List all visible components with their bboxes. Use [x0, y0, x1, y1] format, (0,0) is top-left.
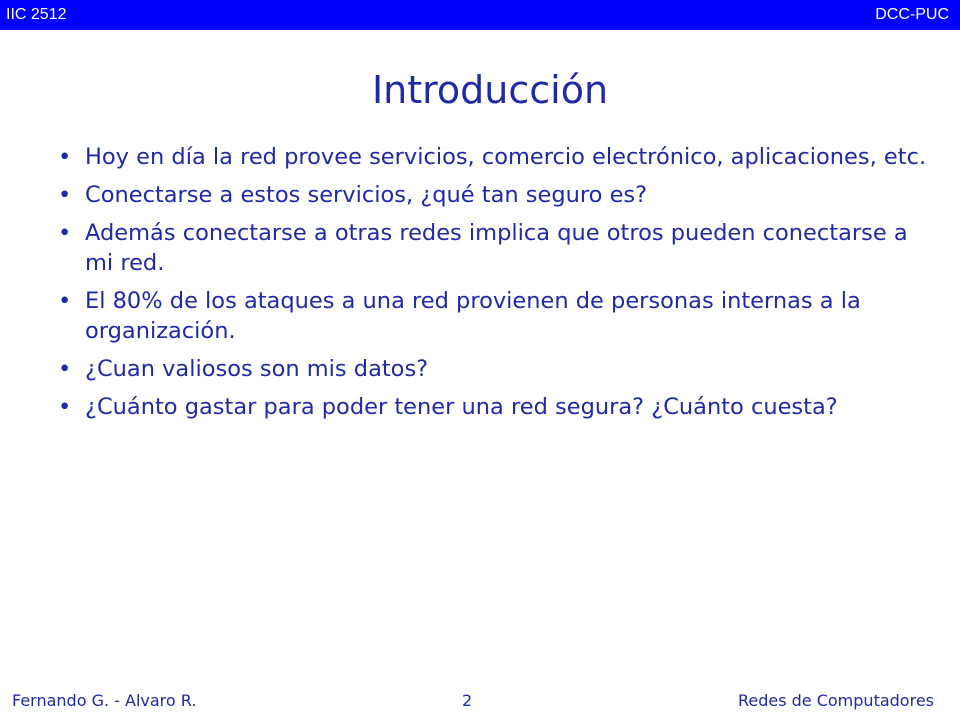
page-number: 2 — [462, 691, 473, 710]
bullet-text: Además conectarse a otras redes implica que otros pueden conectarse a mi red. — [85, 220, 908, 276]
bullet-text: Conectarse a estos servicios, ¿qué tan seguro es? — [85, 182, 648, 208]
bullet-item — [58, 142, 938, 172]
bullet-icon: • — [58, 288, 72, 314]
slide-title: Introducción — [371, 68, 609, 112]
bullet-item — [58, 180, 938, 210]
bullet-text: Hoy en día la red provee servicios, comercio electrónico, aplicaciones, etc. — [85, 144, 927, 170]
bullet-item — [58, 392, 938, 422]
bullet-icon: • — [58, 220, 72, 246]
course-name: Redes de Computadores — [737, 691, 934, 710]
bullet-item — [58, 218, 938, 278]
bullet-item — [58, 286, 938, 346]
bullet-icon: • — [58, 144, 72, 170]
bullet-text: El 80% de los ataques a una red provienen de personas internas a la organización. — [85, 288, 861, 344]
bullet-item — [58, 354, 938, 384]
bullet-icon: • — [58, 394, 72, 420]
authors: Fernando G. - Alvaro R. — [12, 691, 197, 710]
bullet-text: ¿Cuánto gastar para poder tener una red segura? ¿Cuánto cuesta? — [85, 394, 838, 420]
department-label: DCC-PUC — [875, 6, 949, 23]
bullet-text: ¿Cuan valiosos son mis datos? — [85, 356, 429, 382]
bullet-icon: • — [58, 356, 72, 382]
bullet-list — [58, 142, 938, 430]
header-bar — [0, 0, 960, 30]
bullet-icon: • — [58, 182, 72, 208]
course-code: IIC 2512 — [6, 6, 67, 23]
footer — [0, 689, 960, 713]
